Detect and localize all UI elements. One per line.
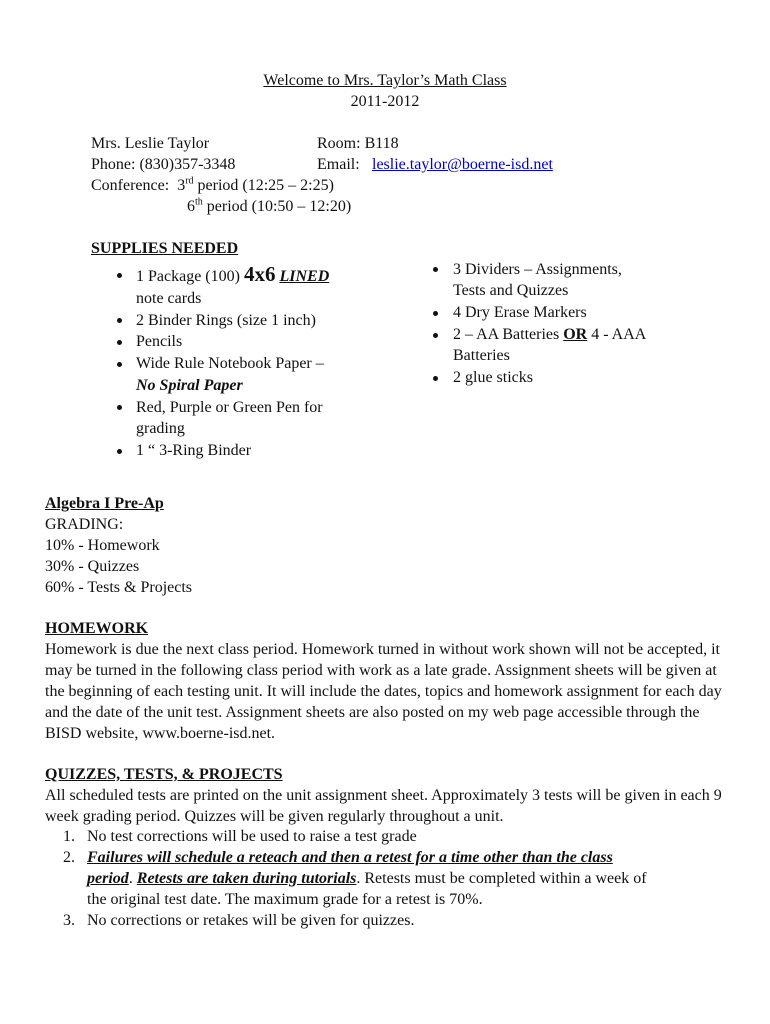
period-dot: . xyxy=(128,870,133,887)
page-title: Welcome to Mrs. Taylor’s Math Class xyxy=(263,72,507,89)
rule-no-corrections: No test corrections will be used to raise a test grade xyxy=(87,828,417,845)
bullet-icon xyxy=(117,273,122,278)
supply-item-binder-rings: 2 Binder Rings (size 1 inch) xyxy=(136,312,316,329)
supply-item-note-cards-cont: note cards xyxy=(136,290,202,307)
bullet-icon xyxy=(117,340,122,345)
list-number-1: 1. xyxy=(63,828,75,845)
grading-label: GRADING: xyxy=(45,516,124,533)
retests-tutorials-emphasis: Retests are taken during tutorials xyxy=(136,870,357,887)
lined-emphasis: LINED xyxy=(279,268,330,285)
bullet-icon xyxy=(433,376,438,381)
batteries-aaa: 4 - AAA xyxy=(591,326,647,343)
conference-line-2 xyxy=(187,196,351,217)
supplies-heading: SUPPLIES NEEDED xyxy=(91,240,239,257)
period-emphasis: period xyxy=(87,870,129,887)
quizzes-body: All scheduled tests are printed on the unit assignment sheet. Approximately 3 tests will be given in each 9 week grading period. Quizzes will be given regularly throughout a unit. xyxy=(45,787,722,825)
conference-time-2: period (10:50 – 12:20) xyxy=(206,198,352,215)
supply-text: 1 Package (100) xyxy=(136,268,240,285)
rule-failures-line-2 xyxy=(87,868,647,889)
ordinal-rd: rd xyxy=(185,175,194,187)
or-emphasis: OR xyxy=(563,326,588,343)
supply-item-dividers-cont: Tests and Quizzes xyxy=(453,282,569,299)
conference-period-3: 3 xyxy=(177,177,186,194)
supply-item-pencils: Pencils xyxy=(136,333,183,350)
retest-deadline: . Retests must be completed within a week of xyxy=(356,870,647,887)
room-number: Room: B118 xyxy=(317,135,399,152)
supply-item-binder: 1 “ 3-Ring Binder xyxy=(136,442,252,459)
supply-item-batteries-cont: Batteries xyxy=(453,347,510,364)
supply-item-markers: 4 Dry Erase Markers xyxy=(453,304,587,321)
bullet-icon xyxy=(433,333,438,338)
supply-item-notebook-paper: Wide Rule Notebook Paper – xyxy=(136,355,324,372)
phone-number: Phone: (830)357-3348 xyxy=(91,156,236,173)
bullet-icon xyxy=(117,362,122,367)
email-link[interactable]: leslie.taylor@boerne-isd.net xyxy=(372,156,553,173)
bullet-icon xyxy=(433,311,438,316)
list-number-2: 2. xyxy=(63,849,75,866)
email-label: Email: xyxy=(317,156,360,173)
rule-no-quiz-retakes: No corrections or retakes will be given for quizzes. xyxy=(87,912,415,929)
rule-failures-reteach: Failures will schedule a reteach and then a retest for a time other than the class xyxy=(87,849,613,866)
homework-body: Homework is due the next class period. Homework turned in without work shown will not be accepted, it may be turned in the following class period with work as a late grade. Assignment sheets will be given at the beginning of each testing unit. It will include the dates, topics and homework assignment for each day and the date of the unit test. Assignment sheets are also posted on my web page accessible through the BISD website, www.boerne-isd.net. xyxy=(45,641,722,742)
bullet-icon xyxy=(117,405,122,410)
list-number-3: 3. xyxy=(63,912,75,929)
conference-time-1: period (12:25 – 2:25) xyxy=(197,177,334,194)
no-spiral-paper: No Spiral Paper xyxy=(136,377,243,394)
grading-tests: 60% - Tests & Projects xyxy=(45,579,193,596)
card-size: 4x6 xyxy=(243,262,276,286)
rule-max-retest-grade: the original test date. The maximum grade for a retest is 70%. xyxy=(87,891,483,908)
supply-item-glue-sticks: 2 glue sticks xyxy=(453,369,533,386)
conference-period-6: 6 xyxy=(187,198,195,215)
bullet-icon xyxy=(433,267,438,272)
teacher-name: Mrs. Leslie Taylor xyxy=(91,135,210,152)
quizzes-heading: QUIZZES, TESTS, & PROJECTS xyxy=(45,766,283,783)
school-year: 2011-2012 xyxy=(350,93,420,110)
supply-item-pens-cont: grading xyxy=(136,420,185,437)
grading-homework: 10% - Homework xyxy=(45,537,160,554)
bullet-icon xyxy=(117,318,122,323)
supply-item-note-cards xyxy=(136,264,329,287)
homework-heading: HOMEWORK xyxy=(45,620,149,637)
grading-quizzes: 30% - Quizzes xyxy=(45,558,140,575)
supply-item-batteries xyxy=(453,324,646,345)
ordinal-th: th xyxy=(195,196,203,208)
supply-item-dividers: 3 Dividers – Assignments, xyxy=(453,261,622,278)
course-heading: Algebra I Pre-Ap xyxy=(45,495,164,512)
batteries-aa: 2 – AA Batteries xyxy=(453,326,560,343)
conference-label: Conference: xyxy=(91,177,170,194)
supply-item-pens: Red, Purple or Green Pen for xyxy=(136,399,323,416)
bullet-icon xyxy=(117,449,122,454)
conference-line-1 xyxy=(91,175,334,196)
